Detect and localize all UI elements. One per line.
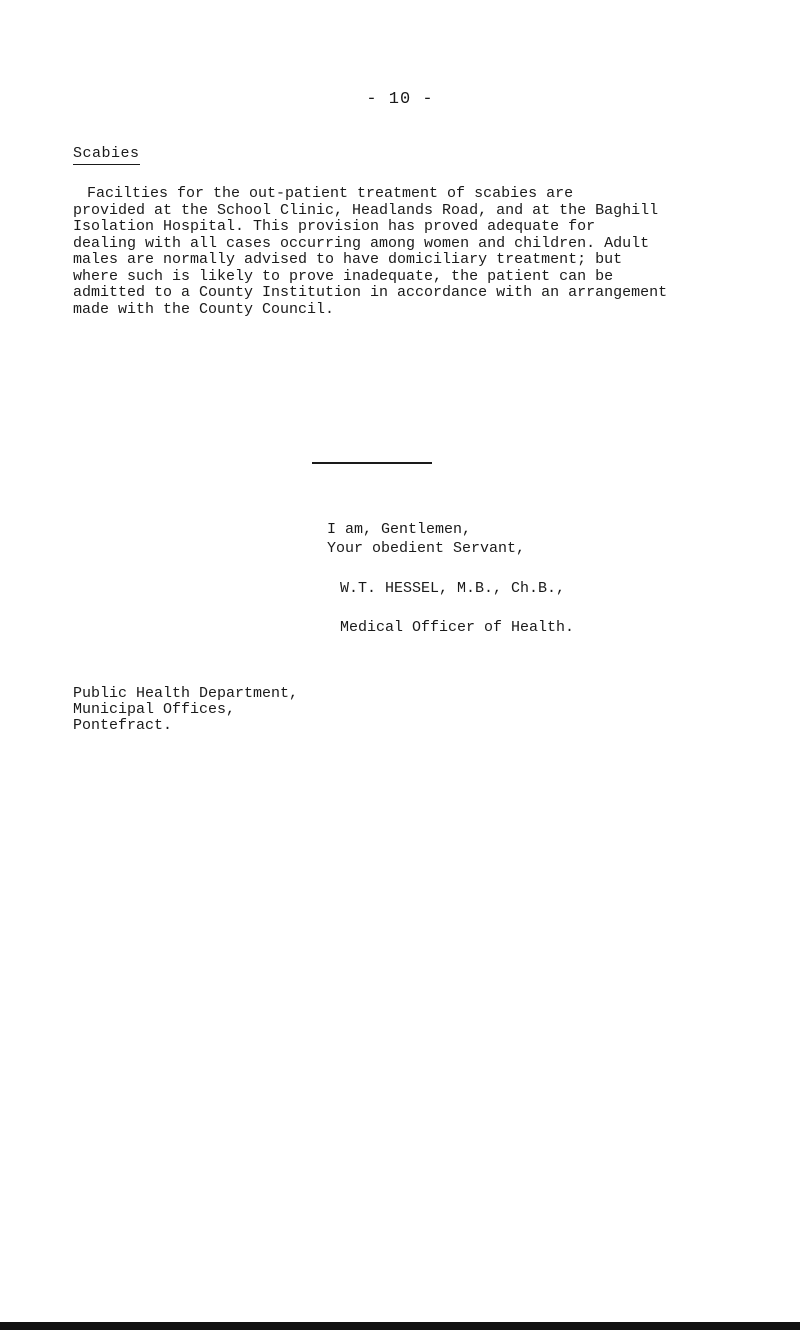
body-paragraph — [73, 186, 773, 318]
address-line: Public Health Department, — [73, 685, 299, 702]
paragraph-line: made with the County Council. — [73, 300, 335, 318]
paragraph-line: Isolation Hospital. This provision has proved adequate for — [73, 218, 596, 235]
paragraph-line: dealing with all cases occurring among women and children. Adult — [73, 234, 650, 252]
address-line: Municipal Offices, — [73, 701, 236, 718]
salutation: I am, Gentlemen, — [327, 521, 472, 538]
signatory-title: Medical Officer of Health. — [340, 619, 575, 636]
separator-rule — [312, 462, 432, 464]
paragraph-line: where such is likely to prove inadequate, the patient can be — [73, 267, 614, 285]
valediction: Your obedient Servant, — [327, 540, 526, 557]
paragraph-line: admitted to a County Institution in accordance with an arrangement — [73, 284, 668, 301]
page-number: - 10 - — [366, 90, 434, 109]
paragraph-line: males are normally advised to have domiciliary treatment; but — [73, 251, 623, 268]
sender-address — [73, 686, 298, 734]
signatory-name: W.T. HESSEL, M.B., Ch.B., — [340, 580, 566, 597]
address-line: Pontefract. — [73, 717, 173, 734]
closing-block — [327, 520, 574, 637]
paragraph-line: provided at the School Clinic, Headlands Road, and at the Baghill — [73, 201, 659, 219]
section-heading: Scabies — [73, 145, 140, 165]
bottom-edge-bar — [0, 1322, 800, 1330]
paragraph-line: Facilties for the out-patient treatment of scabies are — [87, 185, 574, 202]
